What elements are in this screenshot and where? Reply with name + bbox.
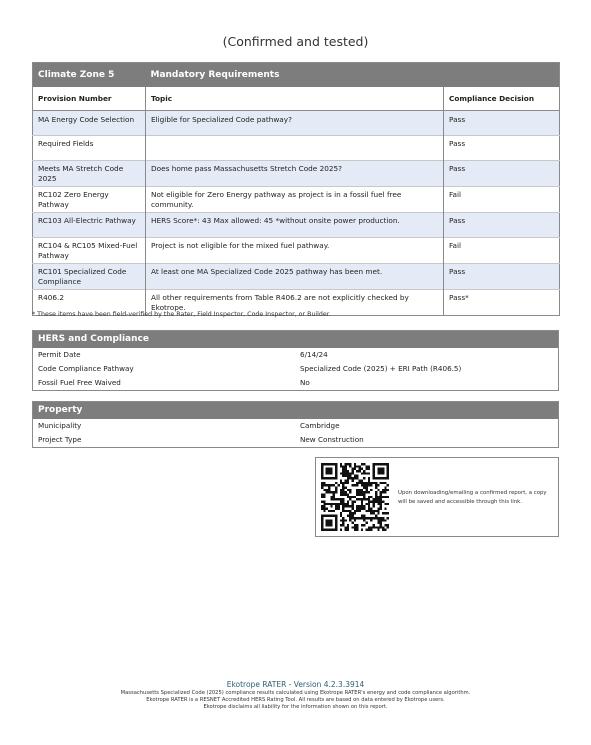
mandatory-requirements-table [32,62,560,316]
disclaimer-line: Ekotrope RATER is a RESNET Accredited HERS Rating Tool. All results are based on data entered by Ekotrope users. [146,697,445,703]
property-box [32,401,559,448]
topic-cell: Project is not eligible for the mixed fuel pathway. [146,238,444,264]
climate-zone-header: Climate Zone 5 [33,63,146,87]
property-title: Property [33,402,558,419]
info-value: No [300,378,310,387]
col-compliance-decision: Compliance Decision [444,87,560,111]
provision-cell: RC103 All-Electric Pathway [38,216,136,225]
hers-compliance-title: HERS and Compliance [33,331,558,348]
col-topic: Topic [146,87,444,111]
decision-cell: Pass [444,213,560,238]
report-footer [0,679,591,711]
topic-cell: Not eligible for Zero Energy pathway as project is in a fossil fuel free community. [146,187,444,213]
disclaimer-line: Massachusetts Specialized Code (2025) compliance results calculated using Ekotrope RATER's energy and code compliance algorithm. [120,690,471,696]
col-provision-number: Provision Number [33,87,146,111]
decision-cell: Pass [444,161,560,187]
decision-cell: Pass [444,136,560,161]
info-label: Fossil Fuel Free Waived [38,378,121,387]
provision-cell: RC104 & RC105 Mixed-Fuel Pathway [38,241,138,260]
version-text: Ekotrope RATER - Version 4.2.3.3914 [226,680,365,689]
mandatory-requirements-header: Mandatory Requirements [146,63,560,87]
table-row [33,238,560,264]
table-row [33,111,560,136]
info-row [33,376,558,390]
provision-cell: RC102 Zero Energy Pathway [38,190,109,209]
provision-cell: MA Energy Code Selection [38,115,135,124]
provision-cell: Meets MA Stretch Code 2025 [38,164,124,183]
info-value: Specialized Code (2025) + ERI Path (R406.5) [300,364,462,373]
decision-cell: Pass [444,111,560,136]
provision-cell: Required Fields [38,139,94,148]
topic-cell: Eligible for Specialized Code pathway? [146,111,444,136]
topic-cell: HERS Score*: 43 Max allowed: 45 *without onsite power production. [146,213,444,238]
hers-compliance-box [32,330,559,391]
table-row [33,136,560,161]
topic-cell: Does home pass Massachusetts Stretch Code 2025? [146,161,444,187]
info-value: New Construction [300,435,364,444]
topic-cell [146,136,444,161]
provision-cell: R406.2 [38,293,64,302]
qr-code-box [315,457,559,537]
info-row [33,433,558,447]
decision-cell: Fail [444,187,560,213]
qr-description: Upon downloading/emailing a confirmed report, a copy will be saved and accessible through this link. [398,490,547,505]
info-value: 6/14/24 [300,350,328,359]
provision-cell: RC101 Specialized Code Compliance [38,267,127,286]
table-row [33,161,560,187]
info-label: Project Type [38,435,82,444]
qr-code-icon[interactable] [321,463,389,531]
info-row [33,419,558,433]
table-row [33,264,560,290]
field-verified-footnote: * These items have been field-verified by the Rater, Field Inspector, Code Inspector, or Builder. [32,311,331,318]
topic-cell: All other requirements from Table R406.2 are not explicitly checked by Ekotrope. [146,290,444,316]
decision-cell: Fail [444,238,560,264]
decision-cell: Pass* [444,290,560,316]
info-label: Code Compliance Pathway [38,364,134,373]
topic-cell: At least one MA Specialized Code 2025 pathway has been met. [146,264,444,290]
info-row [33,362,558,376]
info-value: Cambridge [300,421,340,430]
info-label: Permit Date [38,350,81,359]
decision-cell: Pass [444,264,560,290]
info-row [33,348,558,362]
info-label: Municipality [38,421,82,430]
disclaimer-line: Ekotrope disclaims all liability for the information shown on this report. [203,704,388,710]
page-title: (Confirmed and tested) [222,34,369,49]
table-row [33,187,560,213]
table-row [33,213,560,238]
